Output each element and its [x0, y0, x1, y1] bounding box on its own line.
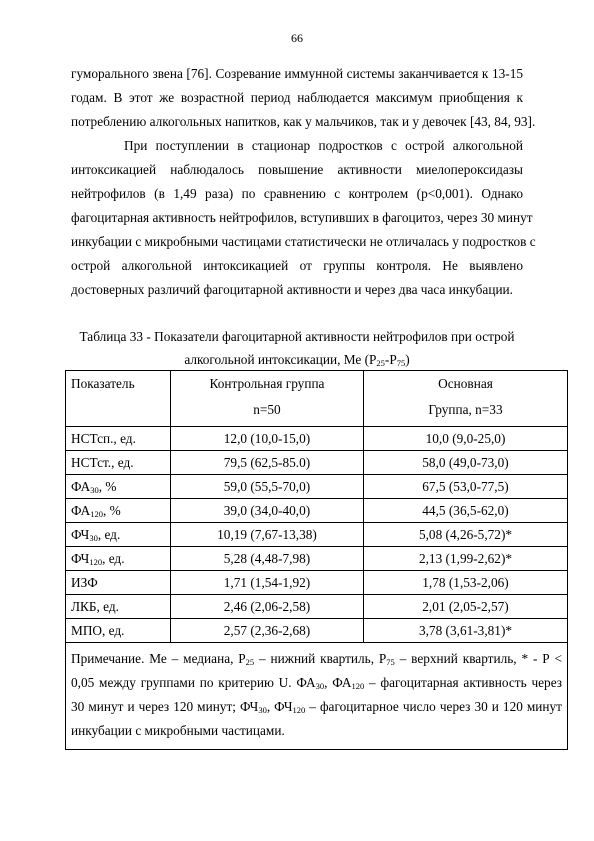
- row-control-value: 79,5 (62,5-85.0): [171, 451, 364, 475]
- table-row: [66, 547, 568, 571]
- row-label: МПО, ед.: [66, 619, 171, 643]
- table-row: [66, 499, 568, 523]
- page-number: 66: [291, 31, 303, 45]
- table-caption-line1: Таблица 33 - Показатели фагоцитарной активности нейтрофилов при острой: [79, 329, 515, 344]
- table-note-row: [66, 643, 568, 750]
- table-row: [66, 523, 568, 547]
- row-label: ЛКБ, ед.: [66, 595, 171, 619]
- row-main-value: 67,5 (53,0-77,5): [364, 475, 568, 499]
- row-label: ИЗФ: [66, 571, 171, 595]
- row-label: $ФА_{30}$, %: [66, 475, 171, 499]
- paragraph1-line3: потреблению алкогольных напитков, как у мальчиков, так и у девочек [43, 84, 93].: [71, 114, 536, 129]
- table-row: [66, 595, 568, 619]
- row-control-value: 59,0 (55,5-70,0): [171, 475, 364, 499]
- row-label: $ФЧ_{30}$, ед.: [66, 523, 171, 547]
- row-control-value: 2,57 (2,36-2,68): [171, 619, 364, 643]
- paragraph2-line7: достоверных различий фагоцитарной активности и через два часа инкубации.: [71, 282, 513, 297]
- table-row: [66, 571, 568, 595]
- paragraph2-line6: острой алкогольной интоксикацией от группы контроля. Не выявлено: [71, 258, 523, 273]
- row-main-value: 2,01 (2,05-2,57): [364, 595, 568, 619]
- paragraph1-line2: годам. В этот же возрастной период наблюдается максимум приобщения к: [71, 90, 523, 105]
- header-control-group: Контрольная группа n=50: [171, 371, 364, 427]
- row-label: НСТсп., ед.: [66, 427, 171, 451]
- row-main-value: 5,08 (4,26-5,72)*: [364, 523, 568, 547]
- paragraph2-line3: нейтрофилов (в 1,49 раза) по сравнению с контролем (p<0,001). Однако: [71, 186, 523, 201]
- paragraph2-line1: При поступлении в стационар подростков с острой алкогольной: [124, 138, 523, 153]
- paragraph2-line5: инкубации с микробными частицами статистически не отличалась у подростков с: [71, 234, 536, 249]
- data-table: [65, 370, 568, 750]
- row-main-value: 3,78 (3,61-3,81)*: [364, 619, 568, 643]
- table-row: [66, 619, 568, 643]
- row-main-value: 44,5 (36,5-62,0): [364, 499, 568, 523]
- table-header-row: [66, 371, 568, 427]
- row-label: $ФЧ_{120}$, ед.: [66, 547, 171, 571]
- row-main-value: 2,13 (1,99-2,62)*: [364, 547, 568, 571]
- row-main-value: 1,78 (1,53-2,06): [364, 571, 568, 595]
- table-row: [66, 427, 568, 451]
- table-note: Примечание. Ме – медиана, $Р_{25}$ – нижний квартиль, $Р_{75}$ – верхний квартиль, * - Р < 0,05 между группами по критерию U. $ФА_{30}$, $ФА_{120}$ – фагоцитарная активность через 30 минут и через 120 минут; $ФЧ_{30}$, $ФЧ_{120}$ – фагоцитарное число через 30 и 120 минут инкубации с микробными частицами.: [66, 643, 568, 750]
- header-indicator: Показатель: [66, 371, 171, 427]
- row-label: НСТст., ед.: [66, 451, 171, 475]
- table-caption-line2: алкогольной интоксикации, Ме $(Р_{25}-Р_{75})$: [184, 352, 410, 368]
- row-main-value: 10,0 (9,0-25,0): [364, 427, 568, 451]
- header-main-group: Основная Группа, n=33: [364, 371, 568, 427]
- paragraph2-line4: фагоцитарная активность нейтрофилов, вступивших в фагоцитоз, через 30 минут: [71, 210, 533, 225]
- row-control-value: 12,0 (10,0-15,0): [171, 427, 364, 451]
- row-main-value: 58,0 (49,0-73,0): [364, 451, 568, 475]
- row-control-value: 39,0 (34,0-40,0): [171, 499, 364, 523]
- row-label: $ФА_{120}$, %: [66, 499, 171, 523]
- table-row: [66, 475, 568, 499]
- row-control-value: 2,46 (2,06-2,58): [171, 595, 364, 619]
- row-control-value: 1,71 (1,54-1,92): [171, 571, 364, 595]
- row-control-value: 10,19 (7,67-13,38): [171, 523, 364, 547]
- paragraph2-line2: интоксикацией наблюдалось повышение активности миелопероксидазы: [71, 162, 523, 177]
- table-row: [66, 451, 568, 475]
- paragraph1-line1: гуморального звена [76]. Созревание иммунной системы заканчивается к 13-15: [71, 66, 523, 81]
- row-control-value: 5,28 (4,48-7,98): [171, 547, 364, 571]
